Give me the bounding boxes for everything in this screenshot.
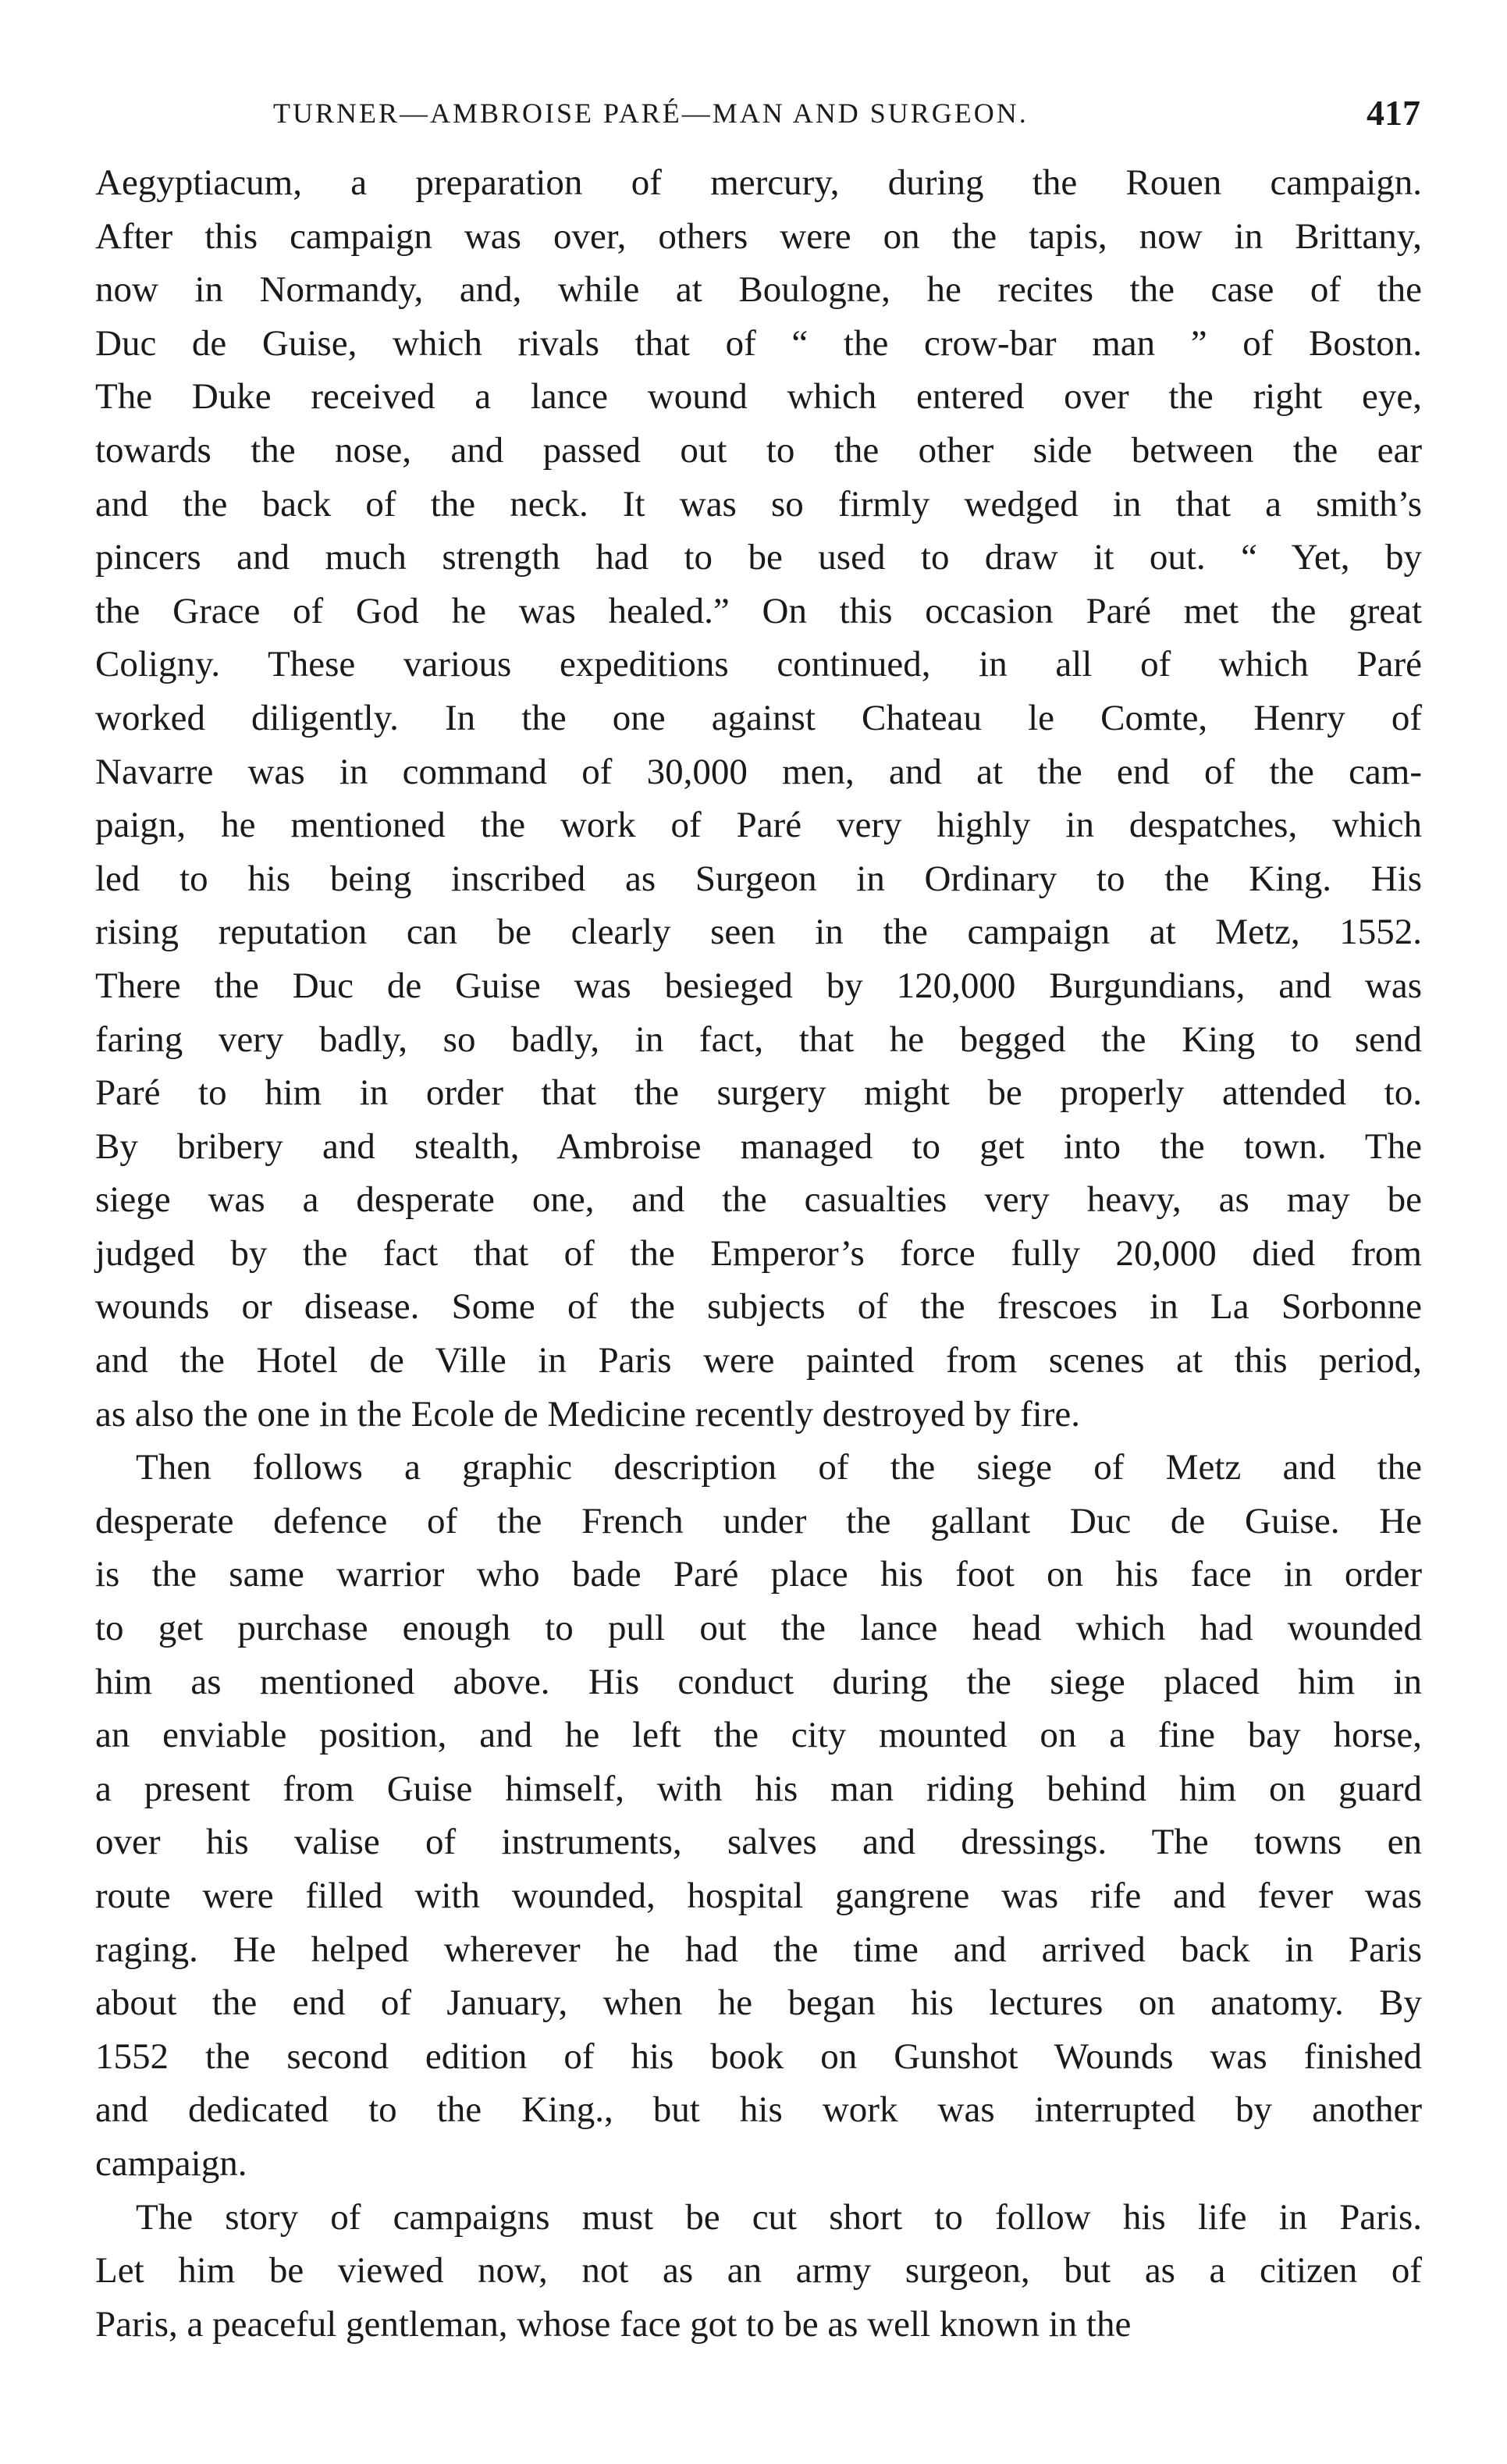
text-line: route were filled with wounded, hospital gangrene was rife and fever was [95, 1876, 1422, 1916]
body-text [95, 156, 1422, 2351]
text-line: the Grace of God he was healed.” On this occasion Paré met the great [95, 590, 1422, 631]
text-line: judged by the fact that of the Emperor’s force fully 20,000 died from [95, 1232, 1422, 1274]
text-line: desperate defence of the French under the gallant Duc de Guise. He [95, 1500, 1422, 1541]
text-line: siege was a desperate one, and the casualties very heavy, as may be [95, 1179, 1422, 1221]
text-line: By bribery and stealth, Ambroise managed to get into the town. The [95, 1125, 1422, 1167]
text-line: and the Hotel de Ville in Paris were painted from scenes at this period, [95, 1340, 1422, 1381]
text-line: rising reputation can be clearly seen in the campaign at Metz, 1552. [95, 912, 1422, 953]
text-line: faring very badly, so badly, in fact, that he begged the King to send [95, 1019, 1422, 1060]
text-line: and dedicated to the King., but his work was interrupted by another [95, 2089, 1422, 2131]
text-line: over his valise of instruments, salves and dressings. The towns en [95, 1822, 1422, 1863]
paragraph [95, 156, 1422, 1441]
text-line: After this campaign was over, others were on the tapis, now in Brittany, [95, 215, 1422, 257]
text-line: campaign. [95, 2142, 247, 2184]
text-line: paign, he mentioned the work of Paré very highly in despatches, which [95, 805, 1422, 846]
text-line: Aegyptiacum, a preparation of mercury, during the Rouen campaign. [95, 162, 1422, 203]
text-line: raging. He helped wherever he had the time and arrived back in Paris [95, 1929, 1422, 1970]
text-line: The Duke received a lance wound which entered over the right eye, [95, 376, 1422, 418]
text-line: a present from Guise himself, with his man riding behind him on guard [95, 1768, 1422, 1809]
text-line: now in Normandy, and, while at Boulogne, he recites the case of the [95, 269, 1422, 311]
paragraph [95, 2191, 1422, 2352]
text-line: is the same warrior who bade Paré place his foot on his face in order [95, 1554, 1422, 1595]
text-line: pincers and much strength had to be used to draw it out. “ Yet, by [95, 537, 1422, 578]
paragraph [95, 1441, 1422, 2190]
running-header [94, 92, 1420, 147]
text-line: Duc de Guise, which rivals that of “ the crow-bar man ” of Boston. [95, 322, 1422, 364]
text-line: to get purchase enough to pull out the lance head which had wounded [95, 1608, 1422, 1649]
text-line: him as mentioned above. His conduct during the siege placed him in [95, 1661, 1422, 1702]
text-line: 1552 the second edition of his book on Gunshot Wounds was finished [95, 2036, 1422, 2077]
text-line: and the back of the neck. It was so firmly wedged in that a smith’s [95, 483, 1422, 524]
text-line: towards the nose, and passed out to the other side between the ear [95, 429, 1422, 471]
text-line: led to his being inscribed as Surgeon in Ordinary to the King. His [95, 858, 1422, 899]
running-title: TURNER—AMBROISE PARÉ—MAN AND SURGEON. [273, 98, 1029, 129]
text-line: Paris, a peaceful gentleman, whose face got to be as well known in the [95, 2303, 1132, 2345]
text-line: worked diligently. In the one against Chateau le Comte, Henry of [95, 697, 1422, 738]
text-line: There the Duc de Guise was besieged by 120,000 Burgundians, and was [95, 965, 1422, 1006]
text-line: wounds or disease. Some of the subjects of the frescoes in La Sorbonne [95, 1286, 1422, 1328]
text-line: an enviable position, and he left the city mounted on a fine bay horse, [95, 1715, 1422, 1756]
text-line: as also the one in the Ecole de Medicine recently destroyed by fire. [95, 1393, 1081, 1435]
text-line: Let him be viewed now, not as an army surgeon, but as a citizen of [95, 2250, 1422, 2292]
text-line: Navarre was in command of 30,000 men, and at the end of the cam- [95, 751, 1422, 792]
page-number: 417 [1367, 93, 1420, 133]
text-line: Paré to him in order that the surgery might be properly attended to. [95, 1072, 1422, 1114]
text-line: The story of campaigns must be cut short to follow his life in Paris. [136, 2196, 1422, 2238]
text-line: Then follows a graphic description of the siege of Metz and the [136, 1447, 1422, 1488]
text-line: about the end of January, when he began his lectures on anatomy. By [95, 1982, 1422, 2024]
text-line: Coligny. These various expeditions continued, in all of which Paré [95, 644, 1422, 685]
